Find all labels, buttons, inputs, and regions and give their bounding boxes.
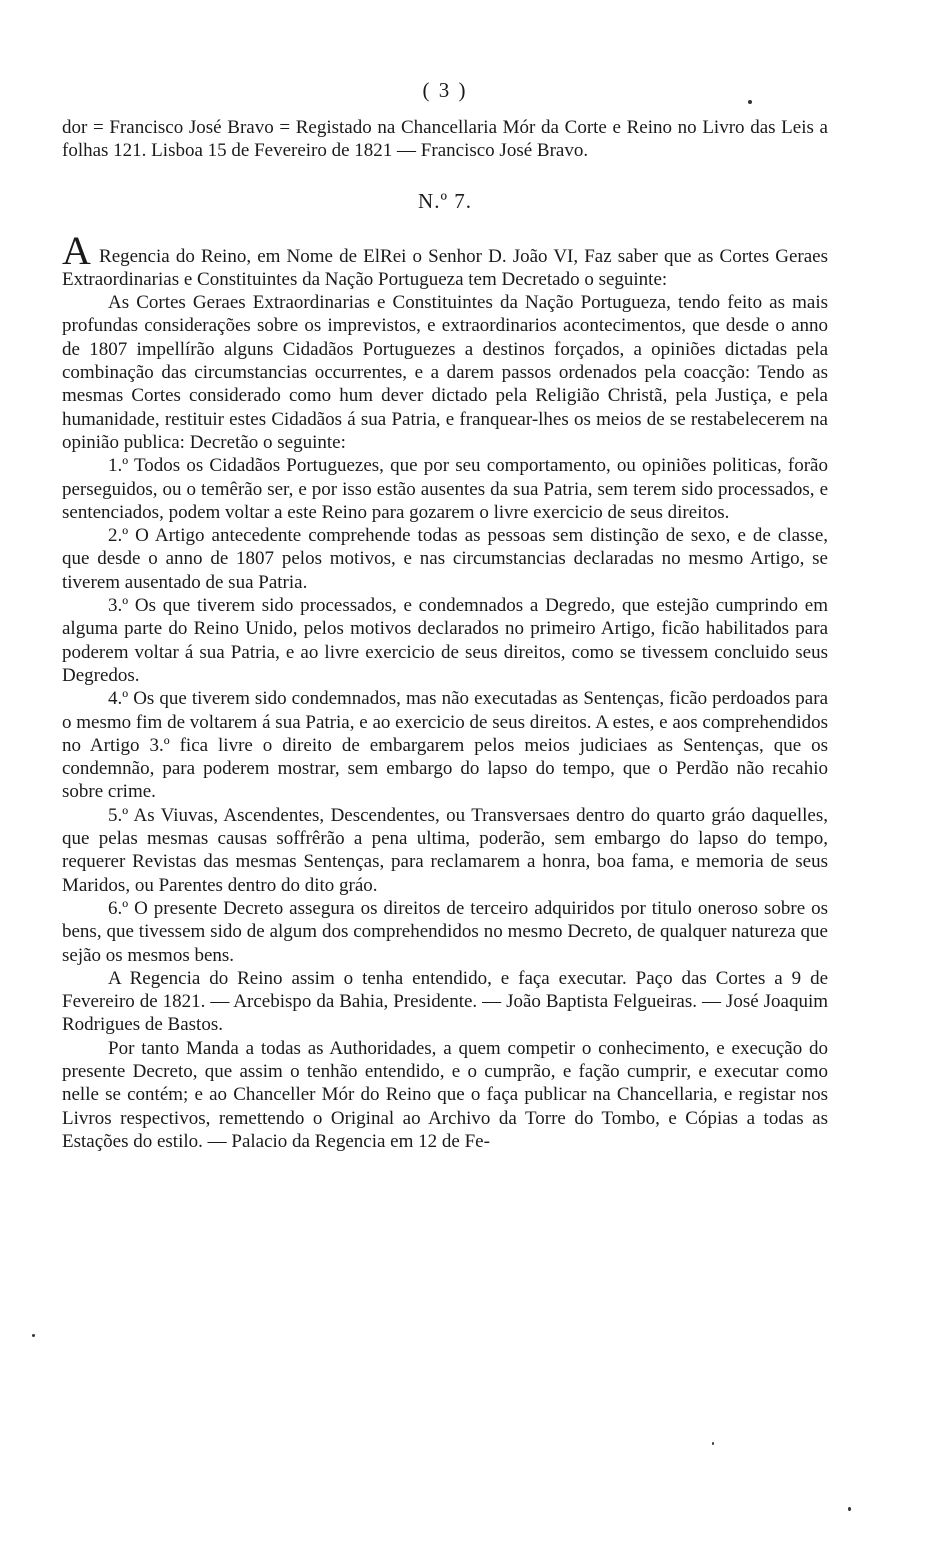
page-number: ( 3 ) [422, 78, 468, 102]
closing-paragraph: A Regencia do Reino assim o tenha entendido, e faça executar. Paço das Cortes a 9 de Fevereiro de 1821. — Arcebispo da Bahia, Presidente. — João Baptista Felgueiras. — José Joaquim Rodrigues de Bastos. [62, 967, 828, 1036]
article-4: 4.º Os que tiverem sido condemnados, mas não executadas as Sentenças, ficão perdoados para o mesmo fim de voltarem á sua Patria, e ao exercicio de seus direitos. A estes, e aos comprehendidos no Artigo 3.º fica livre o direito de embargarem pelos meios judiciaes as Sentenças, que os condemnão, para poderem mostrar, sem embargo do lapso do tempo, que o Perdão não recahio sobre crime. [62, 688, 828, 803]
article-5: 5.º As Viuvas, Ascendentes, Descendentes, ou Transversaes dentro do quarto gráo daquelles, que pelas mesmas causas soffrêrão a pena ultima, poderão, sem embargo do lapso do tempo, requerer Revistas das mesmas Sentenças, para reclamarem a honra, boa fama, e memoria de seus Maridos, ou Parentes dentro do dito gráo. [62, 804, 828, 896]
article-1: 1.º Todos os Cidadãos Portuguezes, que por seu comportamento, ou opiniões politicas, forão perseguidos, ou o temêrão ser, e por isso estão ausentes da sua Patria, sem terem sido processados, e sentenciados, podem voltar a este Reino para gozarem o livre exercicio de seus direitos. [62, 455, 828, 523]
print-speck [712, 1442, 714, 1445]
final-paragraph: Por tanto Manda a todas as Authoridades, a quem competir o conhecimento, e execução do presente Decreto, que assim o tenhão entendido, e o cumprão, e fação cumprir, e executar como nelle se contém; e ao Chanceller Mór do Reino que o faça publicar na Chancellaria, e registar nos Livros respectivos, remettendo o Original ao Archivo da Torre do Tombo, e Cópias a todas as Estações do estilo. — Palacio da Regencia em 12 de Fe- [62, 1037, 828, 1152]
drop-cap: A [62, 227, 91, 273]
continuation-paragraph: dor = Francisco José Bravo = Registado na Chancellaria Mór da Corte e Reino no Livro das Leis a folhas 121. Lisboa 15 de Fevereiro de 1821 — Francisco José Bravo. [62, 117, 828, 162]
article-6: 6.º O presente Decreto assegura os direitos de terceiro adquiridos por titulo oneroso sobre os bens, que tivessem sido de algum dos comprehendidos no mesmo Decreto, de qualquer natureza que sejão os mesmos bens. [62, 897, 828, 966]
opening-paragraph [62, 227, 828, 292]
article-3: 3.º Os que tiverem sido processados, e condemnados a Degredo, que estejão cumprindo em alguma parte do Reino Unido, pelos motivos declarados no primeiro Artigo, ficão habilitados para poderem voltar á sua Patria, e ao livre exercicio de seus direitos, como se tivessem concluido seus Degredos. [62, 595, 828, 686]
article-2: 2.º O Artigo antecedente comprehende todas as pessoas sem distinção de sexo, e de classe, que desde o anno de 1807 pelos motivos, e nas circumstancias declaradas no mesmo Artigo, se tiverem ausentado de sua Patria. [62, 525, 828, 593]
preamble-paragraph: As Cortes Geraes Extraordinarias e Constituintes da Nação Portugueza, tendo feito as mais profundas considerações sobre os imprevistos, e extraordinarios acontecimentos, que desde o anno de 1807 impellírão alguns Cidadãos Portuguezes a destinos forçados, a opiniões dictadas pela combinação das circumstancias occurrentes, e a darem passos ordenados pela coacção: Tendo as mesmas Cortes considerado como hum dever dictado pela Religião Christã, pela Justiça, e pela humanidade, restituir estes Cidadãos á sua Patria, e franquear-lhes os meios de se restabelecerem na opinião publica: Decretão o seguinte: [62, 292, 828, 453]
print-speck [748, 100, 752, 104]
print-speck [848, 1507, 851, 1511]
decree-number-heading: N.º 7. [418, 188, 472, 213]
print-speck [32, 1334, 35, 1337]
document-page [62, 78, 828, 1153]
opening-text: Regencia do Reino, em Nome de ElRei o Senhor D. João VI, Faz saber que as Cortes Geraes Extraordinarias e Constituintes da Nação Portugueza tem Decretado o seguinte: [62, 245, 828, 290]
